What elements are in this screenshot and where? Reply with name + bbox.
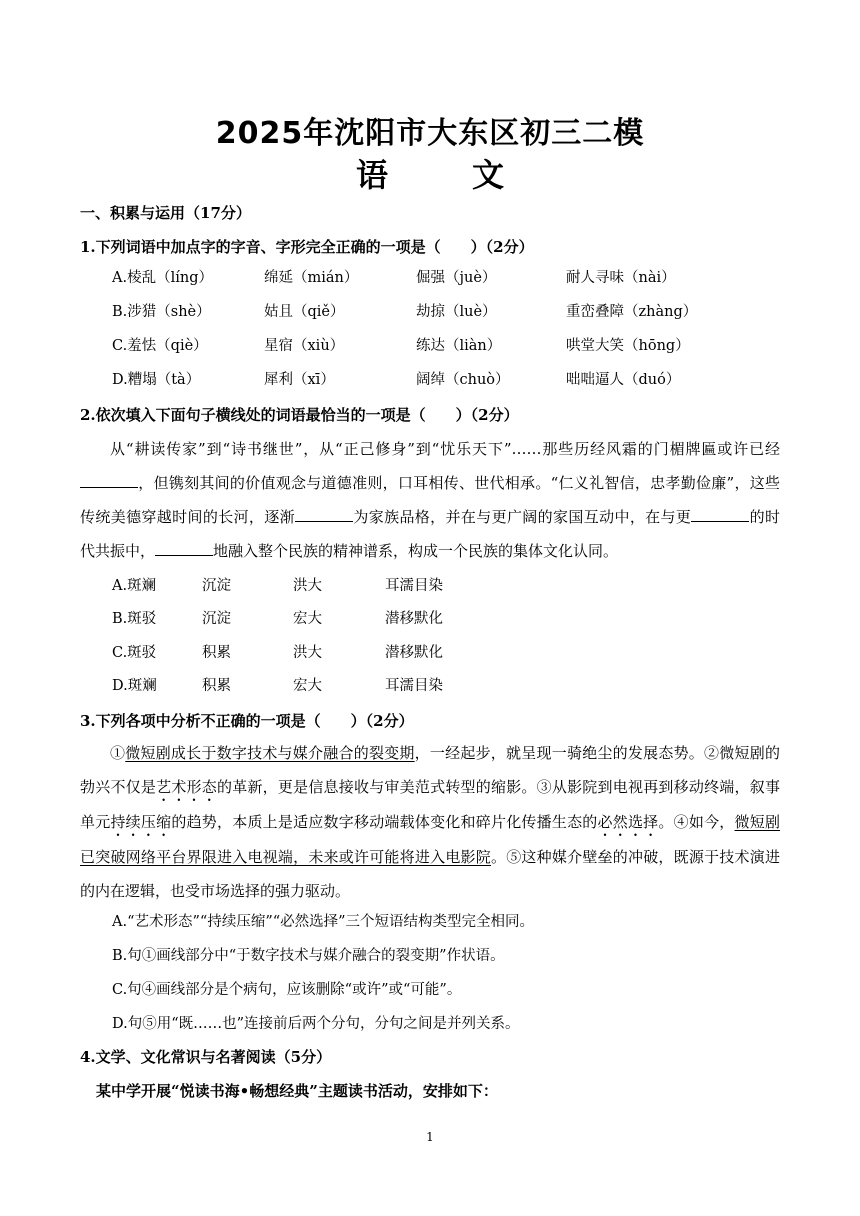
q2-option: 洪大 (293, 578, 322, 594)
q1-option: 重峦叠障（zhàng） (566, 304, 698, 320)
fill-blank (155, 541, 213, 556)
q1-option: 劫掠（luè） (416, 304, 497, 320)
passage-text: 。④如今， (658, 813, 735, 831)
page-number: 1 (426, 1130, 434, 1144)
q2-option: 宏大 (293, 611, 322, 627)
passage-text: 的革新，更是信息接收与审美范式转型的缩影。③从影院到电视再到移动终端，叙事单元 (80, 778, 780, 831)
q1-option: A.棱乱（líng） (112, 270, 213, 286)
q2-option: C.斑驳 (112, 645, 157, 661)
underlined-text: 微短剧已突破网络平台界限进入电视端，未来或许可能将进入电影院 (80, 813, 780, 866)
passage-text: ① (110, 744, 126, 762)
q1-option: 咄咄逼人（duó） (566, 372, 681, 388)
q1-option: 绵延（mián） (264, 270, 359, 286)
dotted-phrase: 艺术形态 (156, 778, 217, 796)
fill-blank (80, 473, 138, 488)
q1-option: 练达（liàn） (416, 338, 502, 354)
q2-option: 洪大 (293, 645, 322, 661)
q1-option: 姑且（qiě） (264, 304, 345, 320)
q2-option: D.斑斓 (112, 678, 157, 694)
q1-option: 星宿（xiù） (264, 338, 345, 354)
q2-stem: 2.依次填入下面句子横线处的词语最恰当的一项是（ ）（2分） (80, 406, 519, 424)
q4-stem: 4.文学、文化常识与名著阅读（5分） (80, 1048, 332, 1066)
q3-option: D.句⑤用“既……也”连接前后两个分句，分句之间是并列关系。 (112, 1016, 520, 1032)
q2-option: 沉淀 (202, 578, 231, 594)
q1-option: B.涉猎（shè） (112, 304, 211, 320)
section-heading: 一、积累与运用（17分） (80, 204, 251, 222)
q2-option: 沉淀 (202, 611, 231, 627)
q2-option: 耳濡目染 (385, 578, 443, 594)
passage-text: 从“耕读传家”到“诗书继世”，从“正己修身”到“忧乐天下”……那些历经风霜的门楣牌匾或许已经 (110, 440, 780, 458)
passage-text: 。⑤这种媒介壁垒的冲破，既源于技术演进的内在逻辑，也受市场选择的强力驱动。 (80, 848, 780, 900)
q2-option: 积累 (202, 678, 231, 694)
passage-text: ，一经起步，就呈现一骑绝尘的发展态势。②微短剧的勃兴不仅是 (80, 744, 780, 796)
q3-option: B.句①画线部分中“于数字技术与媒介融合的裂变期”作状语。 (112, 948, 505, 964)
fill-blank (295, 507, 353, 522)
dotted-phrase: 持续压缩 (110, 813, 172, 831)
q1-option: 犀利（xī） (264, 372, 335, 388)
q3-option: C.句④画线部分是个病句，应该删除“或许”或“可能”。 (112, 982, 462, 998)
passage-text: 地融入整个民族的精神谱系，构成一个民族的集体文化认同。 (213, 542, 619, 560)
subject-title: 语 文 (355, 156, 530, 194)
q2-option: 耳濡目染 (385, 678, 443, 694)
q2-option: 积累 (202, 645, 231, 661)
q1-option: 阔绰（chuò） (416, 372, 510, 388)
q2-option: 潜移默化 (385, 645, 443, 661)
fill-blank (691, 507, 749, 522)
passage-text: 的趋势，本质上是适应数字移动端载体变化和碎片化传播生态的 (171, 813, 598, 831)
passage-text: ，但镌刻其间的价值观念与道德准则，口耳相传、世代相承。“仁义礼智信，忠孝勤俭廉”，这些传统美德穿越时间的长河，逐渐 (80, 474, 780, 526)
q1-stem: 1.下列词语中加点字的字音、字形完全正确的一项是（ ）（2分） (80, 238, 534, 256)
q2-option: 宏大 (293, 678, 322, 694)
q1-option: 倔强（juè） (416, 270, 497, 286)
q1-option: D.糟塌（tà） (112, 372, 201, 388)
q2-option: A.斑斓 (112, 578, 157, 594)
underlined-text: 微短剧成长于数字技术与媒介融合的裂变期 (125, 744, 415, 762)
passage-text: 的时代共振中， (80, 508, 780, 560)
q2-option: 潜移默化 (385, 611, 443, 627)
q1-option: 哄堂大笑（hōng） (566, 338, 690, 354)
q1-option: C.羞怯（qiè） (112, 338, 208, 354)
q2-passage (80, 432, 780, 568)
q4-intro: 某中学开展“悦读书海•畅想经典”主题读书活动，安排如下： (96, 1082, 498, 1100)
q3-stem: 3.下列各项中分析不正确的一项是（ ）（2分） (80, 712, 414, 730)
passage-text: 为家族品格，并在与更广阔的家国互动中，在与更 (353, 508, 692, 526)
dotted-phrase: 必然选择 (597, 813, 659, 831)
q2-option: B.斑驳 (112, 611, 157, 627)
q3-passage (80, 736, 780, 908)
exam-title: 2025年沈阳市大东区初三二模 (215, 116, 645, 151)
q3-option: A.“艺术形态”“持续压缩”“必然选择”三个短语结构类型完全相同。 (112, 914, 535, 930)
q1-option: 耐人寻味（nài） (566, 270, 676, 286)
